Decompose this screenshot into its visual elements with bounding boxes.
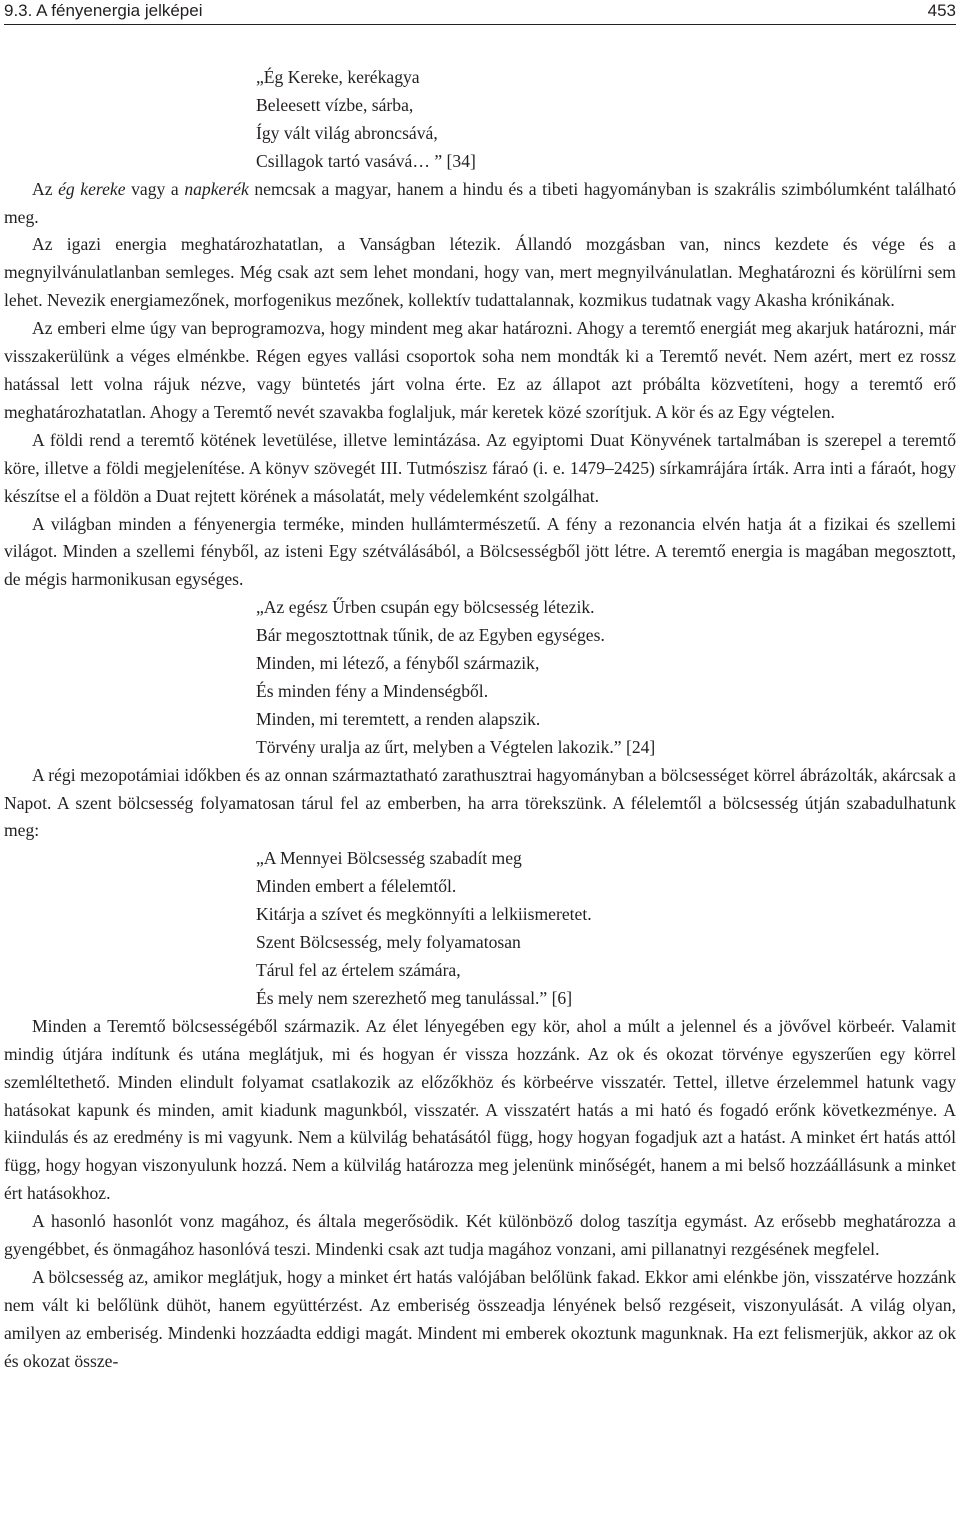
italic-term: ég kereke <box>58 178 126 199</box>
running-header <box>4 0 956 25</box>
verse-line: „Ég Kereke, kerékagya <box>256 67 420 87</box>
section-title: 9.3. A fényenergia jelképei <box>4 1 203 20</box>
verse-line: Beleesett vízbe, sárba, <box>256 94 414 115</box>
verse-line: És minden fény a Mindenségből. <box>256 680 489 701</box>
text-run: Az <box>32 178 59 199</box>
paragraph: A régi mezopotámiai időkben és az onnan származtatható zarathusztrai hagyományban a bölcsességet körrel ábrázolták, akárcsak a Napot. A szent bölcsesség folyamatosan tárul fel az emberben, ha arra törekszünk. A félelemtől a bölcsesség útján szabadulhatunk meg: <box>4 764 956 841</box>
verse-line: Így vált világ abroncsává, <box>256 122 438 143</box>
page-number: 453 <box>927 1 956 20</box>
verse-line: És mely nem szerezhető meg tanulással.” [6] <box>256 987 573 1008</box>
verse-block <box>256 594 956 761</box>
verse-line: Szent Bölcsesség, mely folyamatosan <box>256 932 521 953</box>
paragraph: A világban minden a fényenergia terméke, minden hullámtermészetű. A fény a rezonancia elvén hatja át a fizikai és szellemi világot. Minden a szellemi fényből, az isteni Egy szétválásából, a Bölcsességből jött létre. A teremtő energia is magában megosztott, de mégis harmonikusan egységes. <box>4 513 956 590</box>
verse-line: Minden, mi létező, a fényből származik, <box>256 653 540 674</box>
verse-line: Kitárja a szívet és megkönnyíti a lelkiismeretet. <box>256 904 592 925</box>
paragraph: Az igazi energia meghatározhatatlan, a Vanságban létezik. Állandó mozgásban van, nincs kezdete és vége és a megnyilvánulatlanban semleges. Még csak azt sem lehet mondani, hogy van, mert megnyilvánulatlan. Meghatározni és körülírni sem lehet. Nevezik energiamezőnek, morfogenikus mezőnek, kollektív tudattalannak, kozmikus tudatnak vagy Akasha krónikának. <box>4 234 956 311</box>
verse-line: Törvény uralja az űrt, melyben a Végtelen lakozik.” [24] <box>256 736 656 757</box>
paragraph: A földi rend a teremtő kötének levetülése, illetve lemintázása. Az egyiptomi Duat Könyvének tartalmában is szerepel a teremtő köre, illetve a földi megjelenítése. A könyv szövegét III. Tutmószisz fáraó (i. e. 1479–2425) sírkamrájára írták. Arra inti a fáraót, hogy készítse el a földön a Duat rejtett körének a másolatát, mely védelemként szolgálhat. <box>4 429 956 506</box>
verse-line: Minden embert a félelemtől. <box>256 876 457 897</box>
verse-line: Tárul fel az értelem számára, <box>256 960 461 980</box>
verse-line: „Az egész Űrben csupán egy bölcsesség létezik. <box>256 597 595 618</box>
text-run: nemcsak a magyar, hanem a hindu és a tibeti hagyományban is szakrális szimbólumként található meg. <box>4 178 956 227</box>
verse-block <box>256 845 956 1012</box>
paragraph: A bölcsesség az, amikor meglátjuk, hogy a minket ért hatás valójában belőlünk fakad. Ekkor ami elénkbe jön, visszatérve hozzánk nem vált ki belőlünk dühöt, hanem együttérzést. Az emberiség összeadja lényének belső rezgéseit, viszonyulását. A világ olyan, amilyen az emberiség. Mindenki hozzáadta eddigi magát. Mindent mi emberek okoztunk magunknak. Ha ezt felismerjük, akkor az ok és okozat össze- <box>4 1266 956 1371</box>
paragraph: Az emberi elme úgy van beprogramozva, hogy mindent meg akar határozni. Ahogy a teremtő energiát meg akarjuk határozni, már visszakerülünk a véges elménkbe. Régen egyes vallási csoportok soha nem mondták ki a Teremtő nevét. Nem azért, mert ez rossz hatással lett volna rájuk nézve, vagy büntetés járt volna érte. Ez az állapot azt próbálta közvetíteni, hogy a teremtő erő meghatározhatatlan. Ahogy a Teremtő nevét szavakba foglaljuk, már keretek közé szorítjuk. A kör és az Egy végtelen. <box>4 318 956 422</box>
verse-line: Minden, mi teremtett, a renden alapszik. <box>256 708 541 729</box>
page-body <box>4 64 956 1376</box>
paragraph: A hasonló hasonlót vonz magához, és általa megerősödik. Két különböző dolog taszítja egymást. Az erősebb meghatározza a gyengébbet, és önmagához hasonlóvá teszi. Mindenki csak azt tudja magához vonzani, ami pillanatnyi rezgésének megfelel. <box>4 1211 956 1260</box>
verse-block <box>256 64 956 176</box>
text-run: vagy a <box>125 178 185 199</box>
verse-line: Bár megosztottnak tűnik, de az Egyben egységes. <box>256 625 605 646</box>
verse-line: Csillagok tartó vasává… ” [34] <box>256 150 476 171</box>
paragraph <box>4 176 956 232</box>
verse-line: „A Mennyei Bölcsesség szabadít meg <box>256 848 522 869</box>
paragraph: Minden a Teremtő bölcsességéből származik. Az élet lényegében egy kör, ahol a múlt a jelennel és a jövővel körbeér. Valamit mindig útjára indítunk és utána meglátjuk, mi és hogyan ér vissza hozzánk. Az ok és okozat törvénye egyszerűen egy körrel szemléltethető. Minden elindult folyamat csatlakozik az előzőkhöz és körbeérve visszatér. Tettel, illetve érzelemmel hatunk vagy hatásokat kapunk és minden, amit kiadunk magunkból, visszatér. A visszatért hatás a mi ható és fogadó erőnk következménye. A kiindulás és az eredmény is mi vagyunk. Nem a külvilág behatásától függ, hogy hogyan fogadjuk azt a hatást. A minket ért hatás attól függ, hogy hogyan viszonyulunk hozzá. Nem a külvilág határozza meg jelenünk minőségét, hanem a mi belső hozzáállásunk a minket ért hatásokhoz. <box>4 1015 956 1204</box>
italic-term: napkerék <box>184 178 249 199</box>
